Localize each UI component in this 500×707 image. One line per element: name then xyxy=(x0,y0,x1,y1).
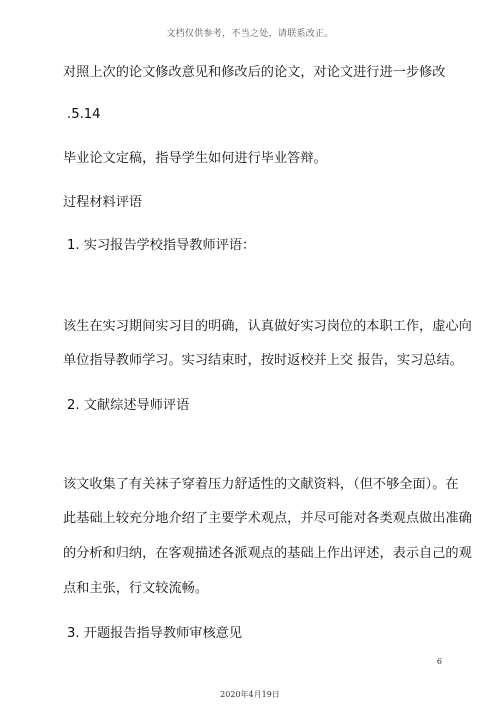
header-watermark: 文档仅供参考，不当之处，请联系改正。 xyxy=(166,29,334,39)
body-line-revision: 对照上次的论文修改意见和修改后的论文，对论文进行进一步修改 xyxy=(63,65,446,80)
paragraph-internship-line-1: 该生在实习期间实习目的明确，认真做好实习岗位的本职工作，虚心向 xyxy=(63,319,472,334)
paragraph-internship-line-2: 单位指导教师学习。实习结束时，按时返校并上交 报告，实习总结。 xyxy=(63,353,463,368)
paragraph-literature-line-1: 该文收集了有关袜子穿着压力舒适性的文献资料，（但不够全面）。在 xyxy=(63,477,459,492)
paragraph-literature-line-2: 此基础上较充分地介绍了主要学术观点，并尽可能对各类观点做出准确 xyxy=(63,511,472,526)
page-number: 6 xyxy=(436,657,442,666)
subheading-internship-report: 1. 实习报告学校指导教师评语： xyxy=(67,238,256,253)
paragraph-literature-line-4: 点和主张，行文较流畅。 xyxy=(63,581,209,596)
section-heading-process-comments: 过程材料评语 xyxy=(63,195,143,210)
paragraph-literature-line-3: 的分析和归纳，在客观描述各派观点的基础上作出评述，表示自己的观 xyxy=(63,546,472,561)
body-line-final-draft: 毕业论文定稿，指导学生如何进行毕业答辩。 xyxy=(63,151,327,166)
footer-date: 2020年4月19日 xyxy=(220,690,280,699)
subheading-proposal-review: 3. 开题报告指导教师审核意见 xyxy=(67,626,243,641)
body-line-date: .5.14 xyxy=(67,107,101,122)
subheading-literature-review: 2. 文献综述导师评语 xyxy=(67,398,190,413)
